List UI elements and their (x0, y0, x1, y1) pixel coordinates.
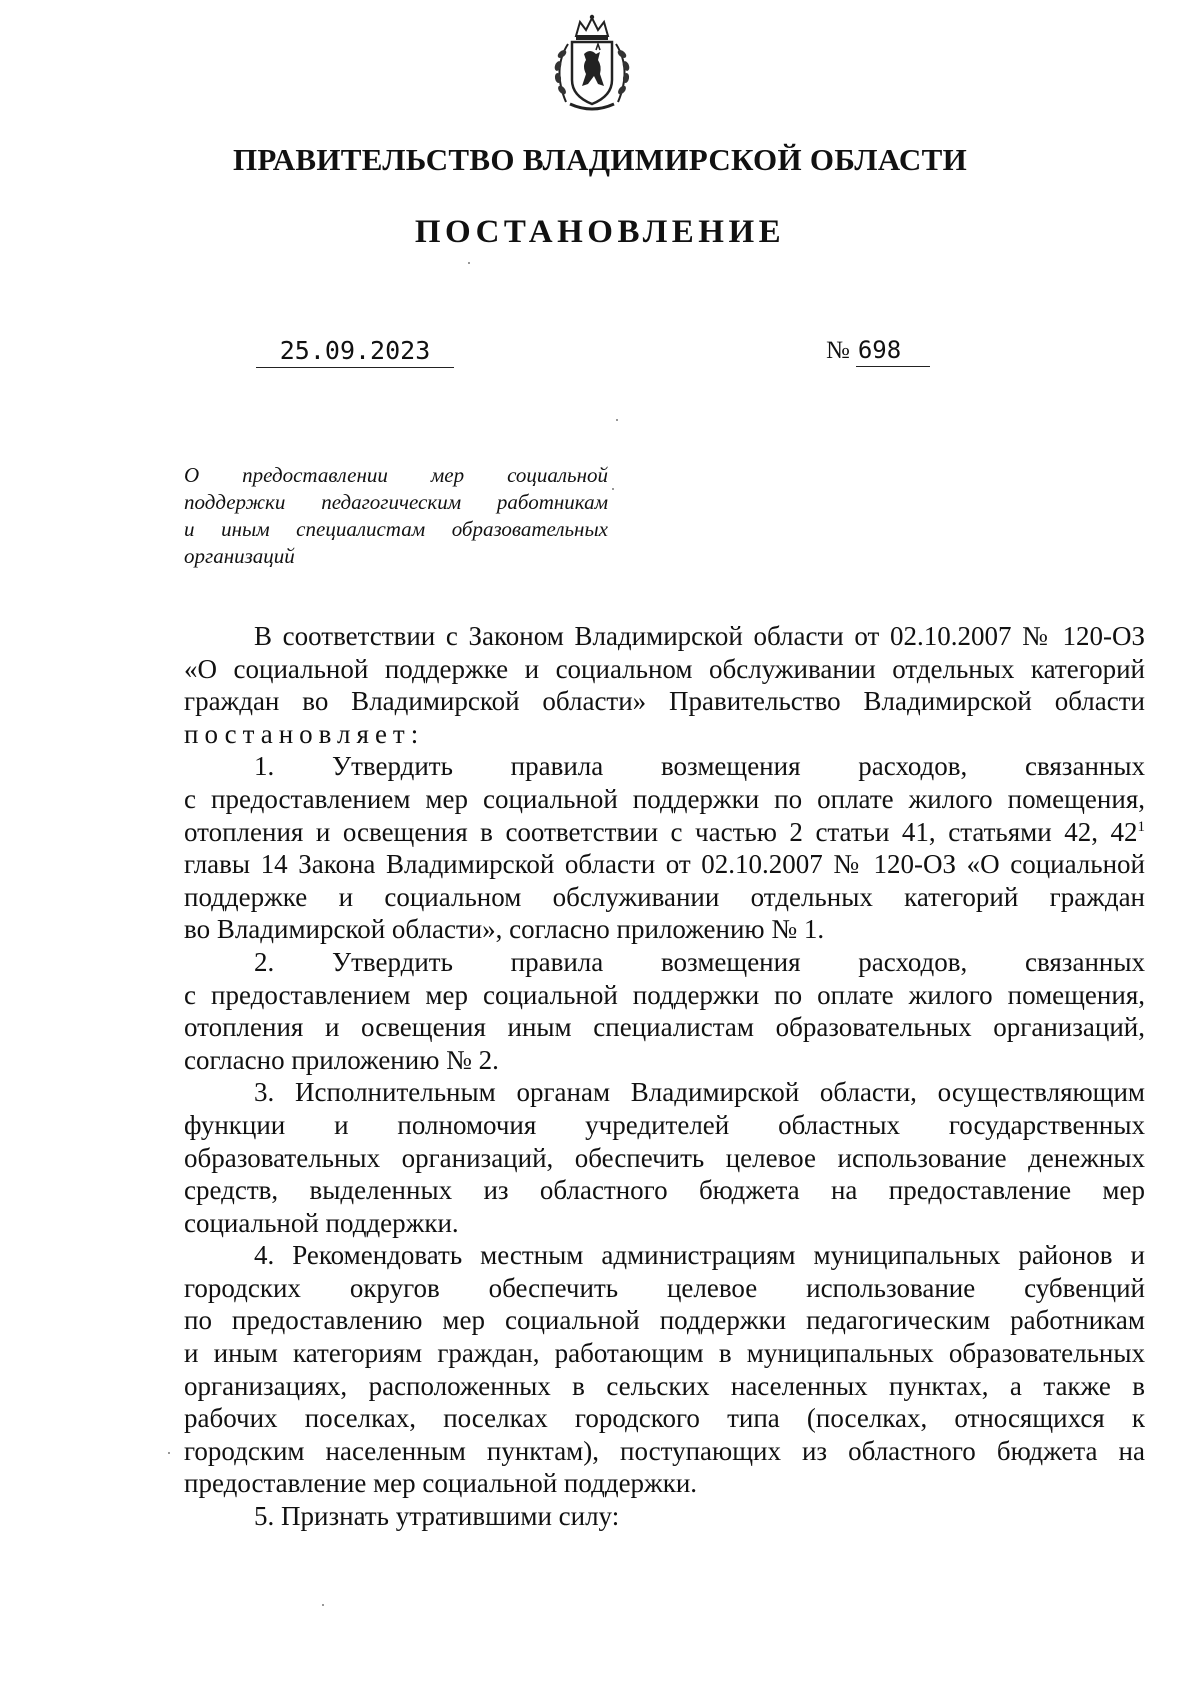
item1-line-with-superscript (184, 816, 1145, 849)
item3-line: 3. Исполнительным органам Владимирской области, осуществляющим (254, 1077, 1145, 1108)
item4-line: городским населенным пунктам), поступающих из областного бюджета на (184, 1435, 1145, 1466)
subject-line: и иным специалистам образовательных (184, 517, 608, 541)
item1-line: во Владимирской области», согласно приложению № 1. (184, 914, 825, 945)
scan-speck (468, 262, 470, 264)
preamble-line-resolves: постановляет: (184, 718, 425, 749)
document-subject (184, 462, 608, 570)
document-body (184, 620, 1145, 1533)
item4-line: 4. Рекомендовать местным администрациям муниципальных районов и (254, 1240, 1145, 1271)
item4-line: предоставление мер социальной поддержки. (184, 1468, 698, 1499)
item4-line: по предоставлению мер социальной поддержки педагогическим работникам (184, 1305, 1145, 1336)
item2-line: согласно приложению № 2. (184, 1044, 499, 1075)
item1-line: поддержке и социальном обслуживании отдельных категорий граждан (184, 881, 1145, 912)
government-title: ПРАВИТЕЛЬСТВО ВЛАДИМИРСКОЙ ОБЛАСТИ (233, 142, 967, 177)
coat-of-arms-emblem (546, 14, 638, 116)
item3-line: образовательных организаций, обеспечить целевое использование денежных (184, 1142, 1145, 1173)
item3-line: средств, выделенных из областного бюджета на предоставление мер (184, 1175, 1145, 1206)
item1-line: с предоставлением мер социальной поддержки по оплате жилого помещения, (184, 783, 1145, 814)
number-sign: № (826, 337, 850, 364)
item4-line: городских округов обеспечить целевое использование субвенций (184, 1272, 1145, 1303)
item4-line: и иным категориям граждан, работающим в муниципальных образовательных (184, 1338, 1145, 1369)
item3-line: функции и полномочия учредителей областных государственных (184, 1109, 1145, 1140)
preamble-line: В соответствии с Законом Владимирской области от 02.10.2007 № 120-ОЗ (254, 621, 1145, 651)
item5-line: 5. Признать утратившими силу: (254, 1501, 620, 1532)
scan-speck (168, 1452, 170, 1454)
preamble-line: граждан во Владимирской области» Правительство Владимирской области (184, 686, 1145, 717)
document-number-block (826, 336, 930, 367)
item2-line: отопления и освещения иным специалистам образовательных организаций, (184, 1012, 1145, 1043)
item1-line: главы 14 Закона Владимирской области от 02.10.2007 № 120-ОЗ «О социальной (184, 849, 1145, 880)
scan-speck (612, 488, 614, 490)
item3-line: социальной поддержки. (184, 1207, 459, 1238)
subject-line: организаций (184, 544, 295, 568)
item4-line: организациях, расположенных в сельских населенных пунктах, а также в (184, 1370, 1145, 1401)
subject-line: поддержки педагогическим работникам (184, 490, 608, 514)
document-type-title: ПОСТАНОВЛЕНИЕ (414, 214, 786, 250)
item4-line: рабочих поселках, поселках городского типа (поселках, относящихся к (184, 1403, 1145, 1434)
article-superscript: 1 (1137, 818, 1145, 835)
document-number: 698 (856, 336, 930, 367)
scan-speck (322, 1604, 324, 1606)
item2-line: с предоставлением мер социальной поддержки по оплате жилого помещения, (184, 979, 1145, 1010)
item1-line-text: отопления и освещения в соответствии с частью 2 статьи 41, статьями 42, 42 (184, 816, 1138, 847)
item1-line: 1. Утвердить правила возмещения расходов, связанных (254, 751, 1145, 782)
preamble-line: «О социальной поддержке и социальном обслуживании отдельных категорий (184, 653, 1145, 684)
item2-line: 2. Утвердить правила возмещения расходов, связанных (254, 946, 1145, 977)
document-date: 25.09.2023 (256, 336, 454, 368)
subject-line: О предоставлении мер социальной (184, 463, 608, 487)
scan-speck (616, 419, 618, 421)
